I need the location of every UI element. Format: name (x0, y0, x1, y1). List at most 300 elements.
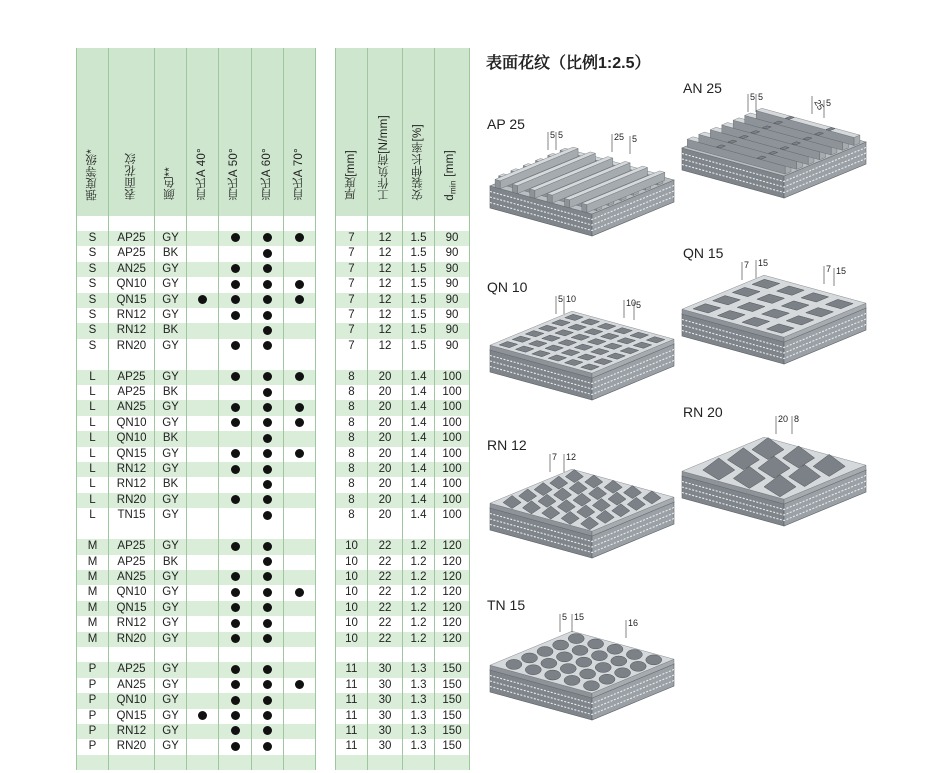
table-row (336, 262, 470, 277)
thickness-cell: 8 (336, 370, 368, 385)
elongation-cell: 1.4 (403, 447, 435, 462)
thickness-cell: 10 (336, 570, 368, 585)
pattern-cell: RN12 (109, 477, 155, 492)
available-dot (263, 249, 272, 258)
table-row (77, 308, 316, 323)
hardness-cell (284, 570, 316, 585)
profile-pocket (588, 639, 604, 649)
available-dot (295, 280, 304, 289)
profile-pocket (568, 634, 584, 644)
hardness-cell (284, 585, 316, 600)
profile-pocket (580, 669, 596, 679)
dmin-cell: 100 (435, 447, 470, 462)
hardness-cell (219, 477, 252, 492)
load-cell: 20 (368, 385, 403, 400)
dmin-cell: 120 (435, 601, 470, 616)
hardness-cell (187, 477, 219, 492)
hardness-cell (252, 385, 284, 400)
available-dot (231, 696, 240, 705)
profile-pocket (537, 647, 553, 657)
column-header (368, 48, 403, 216)
thickness-cell: 7 (336, 308, 368, 323)
available-dot (231, 680, 240, 689)
class-cell: M (77, 555, 109, 570)
available-dot (231, 619, 240, 628)
class-cell: P (77, 739, 109, 754)
hardness-cell (219, 539, 252, 554)
hardness-cell (219, 508, 252, 523)
hardness-cell (187, 662, 219, 677)
hardness-cell (187, 323, 219, 338)
hardness-cell (284, 277, 316, 292)
color-cell: GY (155, 493, 187, 508)
hardness-cell (187, 539, 219, 554)
pattern-label-rn12: RN 12 (487, 437, 527, 453)
dmin-cell: 90 (435, 308, 470, 323)
hardness-cell (219, 385, 252, 400)
column-header-label: 肖氏A 50° (228, 147, 241, 201)
thickness-cell: 11 (336, 693, 368, 708)
available-dot (263, 465, 272, 474)
thickness-cell: 7 (336, 246, 368, 261)
table-row (336, 493, 470, 508)
hardness-cell (219, 585, 252, 600)
load-cell: 20 (368, 400, 403, 415)
hardness-cell (219, 662, 252, 677)
table-row (336, 231, 470, 246)
available-dot (295, 403, 304, 412)
profile-pocket (506, 659, 522, 669)
pattern-label-tn15: TN 15 (487, 597, 526, 613)
hardness-cell (284, 308, 316, 323)
pattern-cell: QN15 (109, 293, 155, 308)
hardness-cell (219, 277, 252, 292)
hardness-cell (187, 231, 219, 246)
profile-pocket (572, 645, 588, 655)
dimension-label: 16 (628, 618, 639, 628)
pattern-cell: RN12 (109, 724, 155, 739)
class-cell: S (77, 277, 109, 292)
dmin-cell: 120 (435, 585, 470, 600)
load-cell: 20 (368, 447, 403, 462)
available-dot (263, 742, 272, 751)
elongation-cell: 1.4 (403, 477, 435, 492)
load-cell: 22 (368, 632, 403, 647)
class-cell: L (77, 400, 109, 415)
class-cell: L (77, 370, 109, 385)
dimension-label: 12 (566, 452, 577, 462)
spacer-row (77, 755, 316, 770)
elongation-cell: 1.3 (403, 693, 435, 708)
thickness-cell: 8 (336, 431, 368, 446)
elongation-cell: 1.2 (403, 616, 435, 631)
thickness-cell: 8 (336, 416, 368, 431)
table-row (77, 662, 316, 677)
hardness-cell (284, 385, 316, 400)
hardness-cell (284, 724, 316, 739)
thickness-cell: 11 (336, 662, 368, 677)
profile-pocket (522, 653, 538, 663)
load-cell: 12 (368, 246, 403, 261)
hardness-cell (219, 570, 252, 585)
thickness-cell: 10 (336, 632, 368, 647)
pattern-cell: QN15 (109, 447, 155, 462)
profile-pocket (615, 668, 631, 678)
hardness-cell (252, 477, 284, 492)
pattern-ap25-illustration (486, 128, 676, 240)
available-dot (263, 311, 272, 320)
hardness-cell (252, 262, 284, 277)
available-dot (263, 665, 272, 674)
thickness-cell: 8 (336, 508, 368, 523)
table-row (336, 477, 470, 492)
hardness-cell (284, 447, 316, 462)
table-row (336, 308, 470, 323)
pattern-cell: AN25 (109, 400, 155, 415)
dmin-cell: 100 (435, 508, 470, 523)
pattern-cell: AN25 (109, 678, 155, 693)
dmin-cell: 90 (435, 293, 470, 308)
dmin-cell: 100 (435, 400, 470, 415)
column-header-label: 表面花纹 (124, 153, 137, 201)
profile-pocket (553, 640, 569, 650)
table-row (336, 293, 470, 308)
color-cell: GY (155, 739, 187, 754)
available-dot (263, 403, 272, 412)
class-cell: L (77, 447, 109, 462)
table-row (77, 601, 316, 616)
pattern-cell: QN15 (109, 709, 155, 724)
elongation-cell: 1.2 (403, 632, 435, 647)
color-cell: BK (155, 431, 187, 446)
table-row (77, 339, 316, 354)
class-cell: L (77, 477, 109, 492)
color-cell: GY (155, 539, 187, 554)
hardness-cell (187, 400, 219, 415)
thickness-cell: 8 (336, 462, 368, 477)
available-dot (263, 264, 272, 273)
pattern-cell: TN15 (109, 508, 155, 523)
available-dot (231, 588, 240, 597)
hardness-cell (219, 678, 252, 693)
hardness-cell (219, 555, 252, 570)
profile-pocket (630, 661, 646, 671)
color-cell: BK (155, 555, 187, 570)
hardness-cell (284, 678, 316, 693)
class-cell: L (77, 508, 109, 523)
table-row (77, 570, 316, 585)
available-dot (231, 572, 240, 581)
class-cell: S (77, 262, 109, 277)
column-header (77, 48, 109, 216)
load-cell: 12 (368, 323, 403, 338)
hardness-cell (284, 323, 316, 338)
column-header-label: 肖氏A 70° (292, 147, 305, 201)
color-cell: GY (155, 601, 187, 616)
table-row (336, 462, 470, 477)
color-cell: GY (155, 570, 187, 585)
class-cell: L (77, 462, 109, 477)
dmin-cell: 90 (435, 262, 470, 277)
dmin-cell: 100 (435, 385, 470, 400)
hardness-cell (219, 431, 252, 446)
hardness-cell (187, 262, 219, 277)
elongation-cell: 1.4 (403, 416, 435, 431)
load-cell: 20 (368, 462, 403, 477)
color-cell: GY (155, 308, 187, 323)
pattern-cell: QN10 (109, 277, 155, 292)
available-dot (231, 495, 240, 504)
hardness-cell (252, 739, 284, 754)
table-row (77, 724, 316, 739)
pattern-cell: AP25 (109, 246, 155, 261)
hardness-cell (284, 632, 316, 647)
table-row (77, 462, 316, 477)
class-cell: P (77, 678, 109, 693)
hardness-cell (252, 277, 284, 292)
dimension-label: 5 (826, 98, 832, 108)
elongation-cell: 1.5 (403, 339, 435, 354)
profile-side (495, 179, 500, 188)
dmin-cell: 120 (435, 616, 470, 631)
table-row (336, 570, 470, 585)
load-cell: 20 (368, 416, 403, 431)
table-row (77, 293, 316, 308)
available-dot (263, 449, 272, 458)
load-cell: 12 (368, 293, 403, 308)
hardness-cell (284, 539, 316, 554)
hardness-cell (284, 262, 316, 277)
profile-pocket (599, 674, 615, 684)
profile-side (547, 194, 552, 203)
load-cell: 12 (368, 339, 403, 354)
dmin-cell: 150 (435, 662, 470, 677)
hardness-cell (187, 339, 219, 354)
pattern-cell: QN10 (109, 693, 155, 708)
thickness-cell: 7 (336, 262, 368, 277)
class-cell: L (77, 431, 109, 446)
color-cell: GY (155, 616, 187, 631)
elongation-cell: 1.2 (403, 585, 435, 600)
hardness-cell (187, 555, 219, 570)
profile-pocket (564, 675, 580, 685)
load-cell: 20 (368, 477, 403, 492)
dmin-cell: 120 (435, 555, 470, 570)
profile-side (530, 189, 535, 198)
hardness-cell (252, 632, 284, 647)
hardness-cell (219, 262, 252, 277)
available-dot (263, 711, 272, 720)
profile-pocket (607, 644, 623, 654)
thickness-cell: 8 (336, 400, 368, 415)
table-row (336, 678, 470, 693)
thickness-cell: 7 (336, 339, 368, 354)
table-row (77, 416, 316, 431)
pattern-cell: RN20 (109, 339, 155, 354)
column-header (403, 48, 435, 216)
profile-pocket (576, 657, 592, 667)
column-header (336, 48, 368, 216)
pattern-cell: RN12 (109, 323, 155, 338)
class-cell: S (77, 293, 109, 308)
hardness-cell (252, 400, 284, 415)
available-dot (263, 511, 272, 520)
pattern-label-qn10: QN 10 (487, 279, 528, 295)
hardness-cell (219, 246, 252, 261)
class-cell: M (77, 601, 109, 616)
dimension-label: 5 (558, 294, 564, 304)
hardness-cell (252, 370, 284, 385)
hardness-cell (219, 462, 252, 477)
dmin-cell: 90 (435, 246, 470, 261)
hardness-cell (219, 493, 252, 508)
profile-pocket (626, 650, 642, 660)
pattern-label-qn15: QN 15 (683, 245, 724, 261)
hardness-cell (284, 400, 316, 415)
hardness-cell (284, 493, 316, 508)
available-dot (263, 619, 272, 628)
hardness-cell (252, 724, 284, 739)
load-cell: 30 (368, 693, 403, 708)
class-cell: P (77, 662, 109, 677)
hardness-cell (187, 693, 219, 708)
available-dot (263, 696, 272, 705)
pattern-cell: QN10 (109, 585, 155, 600)
thickness-cell: 7 (336, 293, 368, 308)
class-cell: L (77, 385, 109, 400)
available-dot (263, 572, 272, 581)
load-cell: 22 (368, 601, 403, 616)
color-cell: GY (155, 370, 187, 385)
pattern-qn10-illustration (486, 292, 676, 404)
profile-pocket (541, 658, 557, 668)
pattern-cell: RN20 (109, 632, 155, 647)
available-dot (231, 465, 240, 474)
elongation-cell: 1.3 (403, 662, 435, 677)
elongation-cell: 1.4 (403, 493, 435, 508)
available-dot (231, 665, 240, 674)
dmin-cell: 100 (435, 416, 470, 431)
available-dot (231, 280, 240, 289)
dmin-cell: 120 (435, 570, 470, 585)
color-cell: GY (155, 693, 187, 708)
pattern-cell: AP25 (109, 231, 155, 246)
available-dot (263, 588, 272, 597)
column-header (435, 48, 470, 216)
color-cell: GY (155, 231, 187, 246)
spacer-row (336, 647, 470, 662)
elongation-cell: 1.5 (403, 323, 435, 338)
color-cell: GY (155, 262, 187, 277)
dimension-label: 10 (566, 294, 577, 304)
hardness-cell (284, 477, 316, 492)
table-row (77, 385, 316, 400)
column-header-label: 厚度[mm] (344, 150, 357, 201)
dmin-cell: 120 (435, 632, 470, 647)
hardness-cell (284, 508, 316, 523)
available-dot (263, 388, 272, 397)
table-row (77, 370, 316, 385)
available-dot (263, 280, 272, 289)
available-dot (263, 295, 272, 304)
table-row (77, 616, 316, 631)
available-dot (231, 542, 240, 551)
hardness-cell (219, 323, 252, 338)
hardness-cell (252, 585, 284, 600)
hardness-cell (252, 231, 284, 246)
hardness-cell (187, 678, 219, 693)
elongation-cell: 1.4 (403, 508, 435, 523)
load-cell: 30 (368, 724, 403, 739)
thickness-cell: 11 (336, 709, 368, 724)
pattern-label-an25: AN 25 (683, 80, 722, 96)
available-dot (295, 680, 304, 689)
load-cell: 30 (368, 739, 403, 754)
table-row (77, 400, 316, 415)
load-cell: 30 (368, 678, 403, 693)
column-header-label: 强度等级* (85, 148, 98, 201)
load-cell: 20 (368, 370, 403, 385)
elongation-cell: 1.5 (403, 293, 435, 308)
spacer-row (77, 354, 316, 369)
hardness-cell (219, 231, 252, 246)
elongation-cell: 1.3 (403, 678, 435, 693)
load-cell: 30 (368, 709, 403, 724)
hardness-cell (219, 400, 252, 415)
dimension-label: 25 (812, 98, 826, 112)
pattern-cell: AN25 (109, 262, 155, 277)
dimension-label: 5 (758, 92, 764, 102)
dimension-label: 7 (552, 452, 558, 462)
pattern-cell: AP25 (109, 385, 155, 400)
available-dot (295, 418, 304, 427)
hardness-cell (252, 447, 284, 462)
dimension-label: 15 (758, 258, 769, 268)
thickness-cell: 11 (336, 739, 368, 754)
spacer-row (336, 755, 470, 770)
hardness-cell (219, 308, 252, 323)
available-dot (295, 588, 304, 597)
color-cell: GY (155, 293, 187, 308)
hardness-cell (252, 616, 284, 631)
hardness-cell (187, 308, 219, 323)
available-dot (295, 372, 304, 381)
thickness-cell: 8 (336, 493, 368, 508)
class-cell: M (77, 570, 109, 585)
elongation-cell: 1.2 (403, 539, 435, 554)
hardness-cell (252, 508, 284, 523)
pattern-cell: RN12 (109, 616, 155, 631)
hardness-cell (187, 724, 219, 739)
available-dot (231, 726, 240, 735)
pattern-cell: AP25 (109, 370, 155, 385)
hardness-cell (187, 277, 219, 292)
hardness-cell (187, 431, 219, 446)
column-header-label: 工作负荷[N/mm] (378, 114, 391, 201)
table-row (336, 539, 470, 554)
available-dot (263, 326, 272, 335)
class-cell: S (77, 323, 109, 338)
table-row (336, 693, 470, 708)
profile-pocket (583, 681, 599, 691)
table-row (336, 246, 470, 261)
available-dot (295, 295, 304, 304)
dmin-cell: 90 (435, 323, 470, 338)
table-row (77, 678, 316, 693)
available-dot (295, 449, 304, 458)
pattern-qn15-illustration (678, 256, 868, 368)
hardness-cell (284, 370, 316, 385)
